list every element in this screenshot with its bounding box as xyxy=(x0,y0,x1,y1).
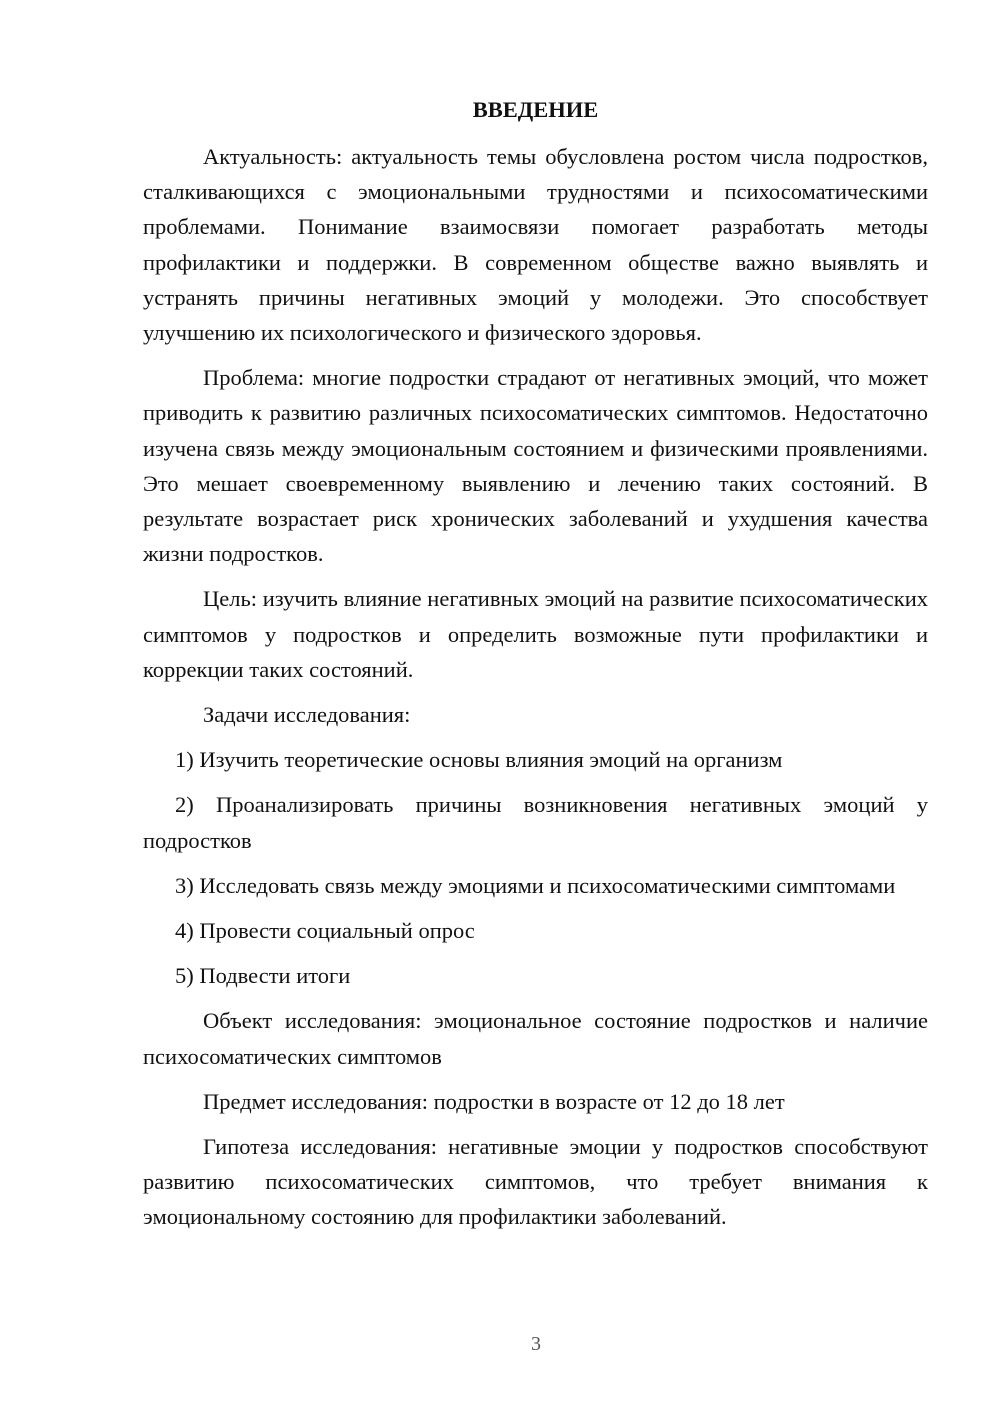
task-item: 2) Проанализировать причины возникновения негативных эмоций у подростков xyxy=(143,792,928,853)
task-item: 1) Изучить теоретические основы влияния эмоций на организм xyxy=(175,747,783,773)
task-item: 5) Подвести итоги xyxy=(175,963,351,989)
subject-paragraph: Предмет исследования: подростки в возрасте от 12 до 18 лет xyxy=(203,1088,785,1114)
hypothesis-paragraph: Гипотеза исследования: негативные эмоции у подростков способствуют развитию психосоматических симптомов, что требует внимания к эмоциональному состоянию для профилактики заболеваний. xyxy=(143,1134,928,1230)
goal-paragraph: Цель: изучить влияние негативных эмоций на развитие психосоматических симптомов у подростков и определить возможные пути профилактики и коррекции таких состояний. xyxy=(143,586,928,682)
tasks-heading: Задачи исследования: xyxy=(203,702,411,728)
task-item: 3) Исследовать связь между эмоциями и психосоматическими симптомами xyxy=(175,872,896,898)
object-paragraph: Объект исследования: эмоциональное состояние подростков и наличие психосоматических симптомов xyxy=(143,1008,928,1069)
relevance-paragraph: Актуальность: актуальность темы обусловлена ростом числа подростков, сталкивающихся с эмоциональными трудностями и психосоматическими проблемами. Понимание взаимосвязи помогает разработать методы профилактики и поддержки. В современном обществе важно выявлять и устранять причины негативных эмоций у молодежи. Это способствует улучшению их психологического и физического здоровья. xyxy=(143,144,928,346)
page-title: ВВЕДЕНИЕ xyxy=(472,97,599,122)
document-page xyxy=(143,92,928,1245)
page-number: 3 xyxy=(531,1333,541,1355)
task-item: 4) Провести социальный опрос xyxy=(175,918,475,944)
problem-paragraph: Проблема: многие подростки страдают от негативных эмоций, что может приводить к развитию различных психосоматических симптомов. Недостаточно изучена связь между эмоциональным состоянием и физическими проявлениями. Это мешает своевременному выявлению и лечению таких состояний. В результате возрастает риск хронических заболеваний и ухудшения качества жизни подростков. xyxy=(143,365,928,567)
